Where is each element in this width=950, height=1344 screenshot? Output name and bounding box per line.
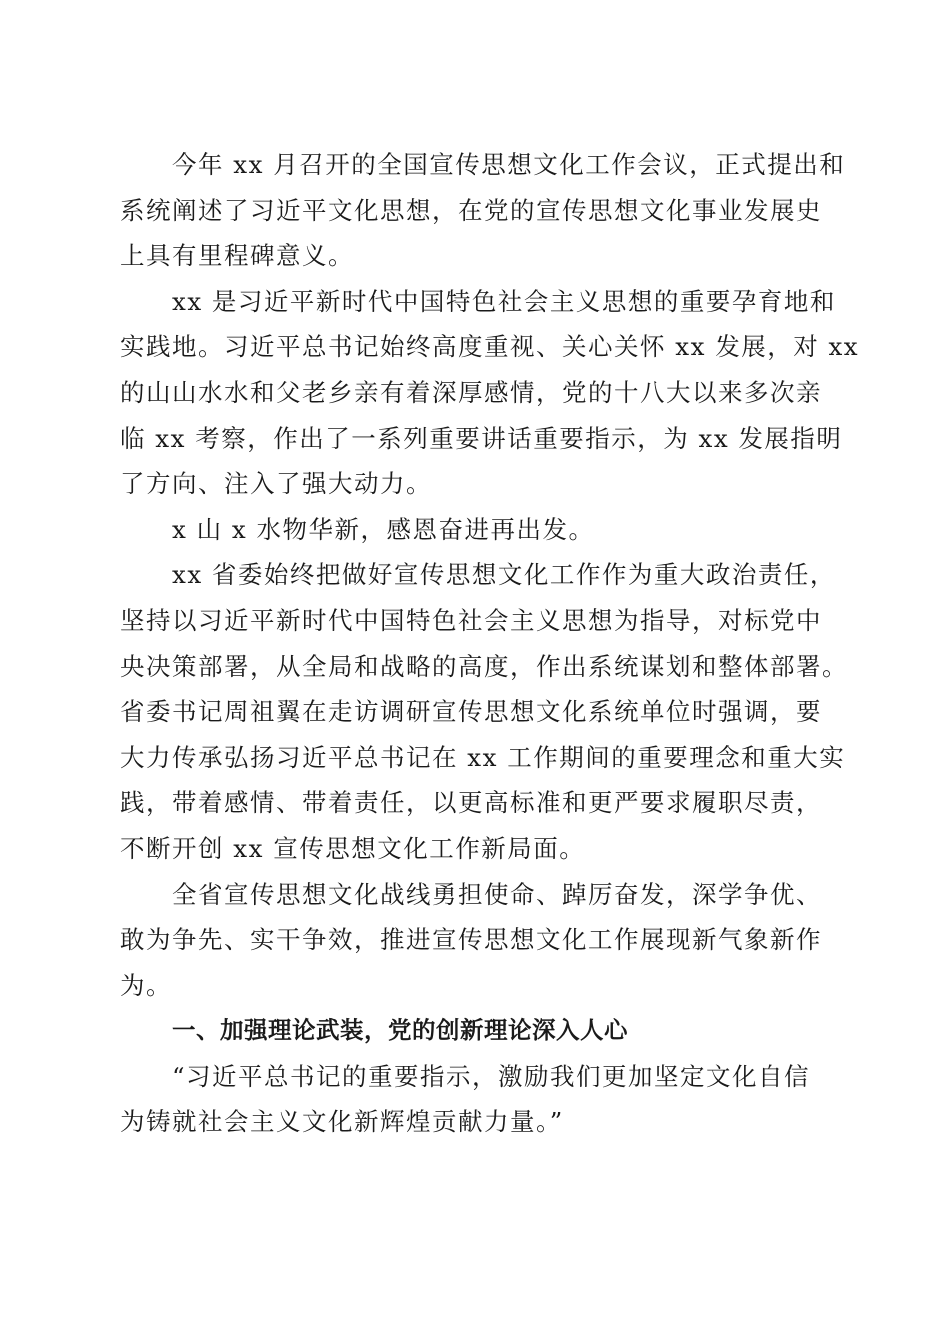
paragraph-5	[120, 872, 832, 1009]
quote-line: 为铸就社会主义文化新辉煌贡献力量。”	[120, 1107, 564, 1137]
paragraph-line: 上具有里程碑意义。	[120, 241, 354, 271]
paragraph-line: 坚持以习近平新时代中国特色社会主义思想为指导，对标党中	[120, 605, 822, 635]
paragraph-line: 践，带着感情、带着责任，以更高标准和更严要求履职尽责，	[120, 788, 822, 818]
paragraph-line: x 山 x 水物华新，感恩奋进再出发。	[172, 514, 595, 544]
paragraph-line: 省委书记周祖翼在走访调研宣传思想文化系统单位时强调，要	[120, 697, 822, 727]
paragraph-line: 实践地。习近平总书记始终高度重视、关心关怀 xx 发展，对 xx	[120, 332, 860, 362]
paragraph-line: 系统阐述了习近平文化思想，在党的宣传思想文化事业发展史	[120, 195, 822, 225]
paragraph-2	[120, 279, 860, 507]
paragraph-line: 今年 xx 月召开的全国宣传思想文化工作会议，正式提出和	[172, 150, 846, 179]
document-page	[120, 142, 860, 1145]
paragraph-3	[120, 507, 832, 553]
paragraph-line: 全省宣传思想文化战线勇担使命、踔厉奋发，深学争优、	[172, 879, 822, 909]
quote-line: “习近平总书记的重要指示，激励我们更加坚定文化自信	[172, 1061, 811, 1091]
paragraph-line: 大力传承弘扬习近平总书记在 xx 工作期间的重要理念和重大实	[120, 742, 846, 772]
section-heading: 一、加强理论武装，党的创新理论深入人心	[172, 1016, 628, 1045]
paragraph-line: xx 省委始终把做好宣传思想文化工作作为重大政治责任，	[172, 560, 836, 590]
paragraph-line: 敢为争先、实干争效，推进宣传思想文化工作展现新气象新作	[120, 925, 822, 955]
paragraph-line: xx 是习近平新时代中国特色社会主义思想的重要孕育地和	[172, 286, 836, 316]
paragraph-1	[120, 142, 846, 279]
paragraph-line: 不断开创 xx 宣传思想文化工作新局面。	[120, 833, 586, 863]
paragraph-line: 了方向、注入了强大动力。	[120, 469, 432, 499]
quote-paragraph	[120, 1054, 832, 1145]
paragraph-line: 的山山水水和父老乡亲有着深厚感情，党的十八大以来多次亲	[120, 377, 822, 407]
paragraph-4	[120, 552, 848, 871]
paragraph-line: 临 xx 考察，作出了一系列重要讲话重要指示，为 xx 发展指明	[120, 423, 843, 453]
paragraph-line: 为。	[120, 970, 172, 1000]
paragraph-line: 央决策部署，从全局和战略的高度，作出系统谋划和整体部署。	[120, 651, 848, 681]
